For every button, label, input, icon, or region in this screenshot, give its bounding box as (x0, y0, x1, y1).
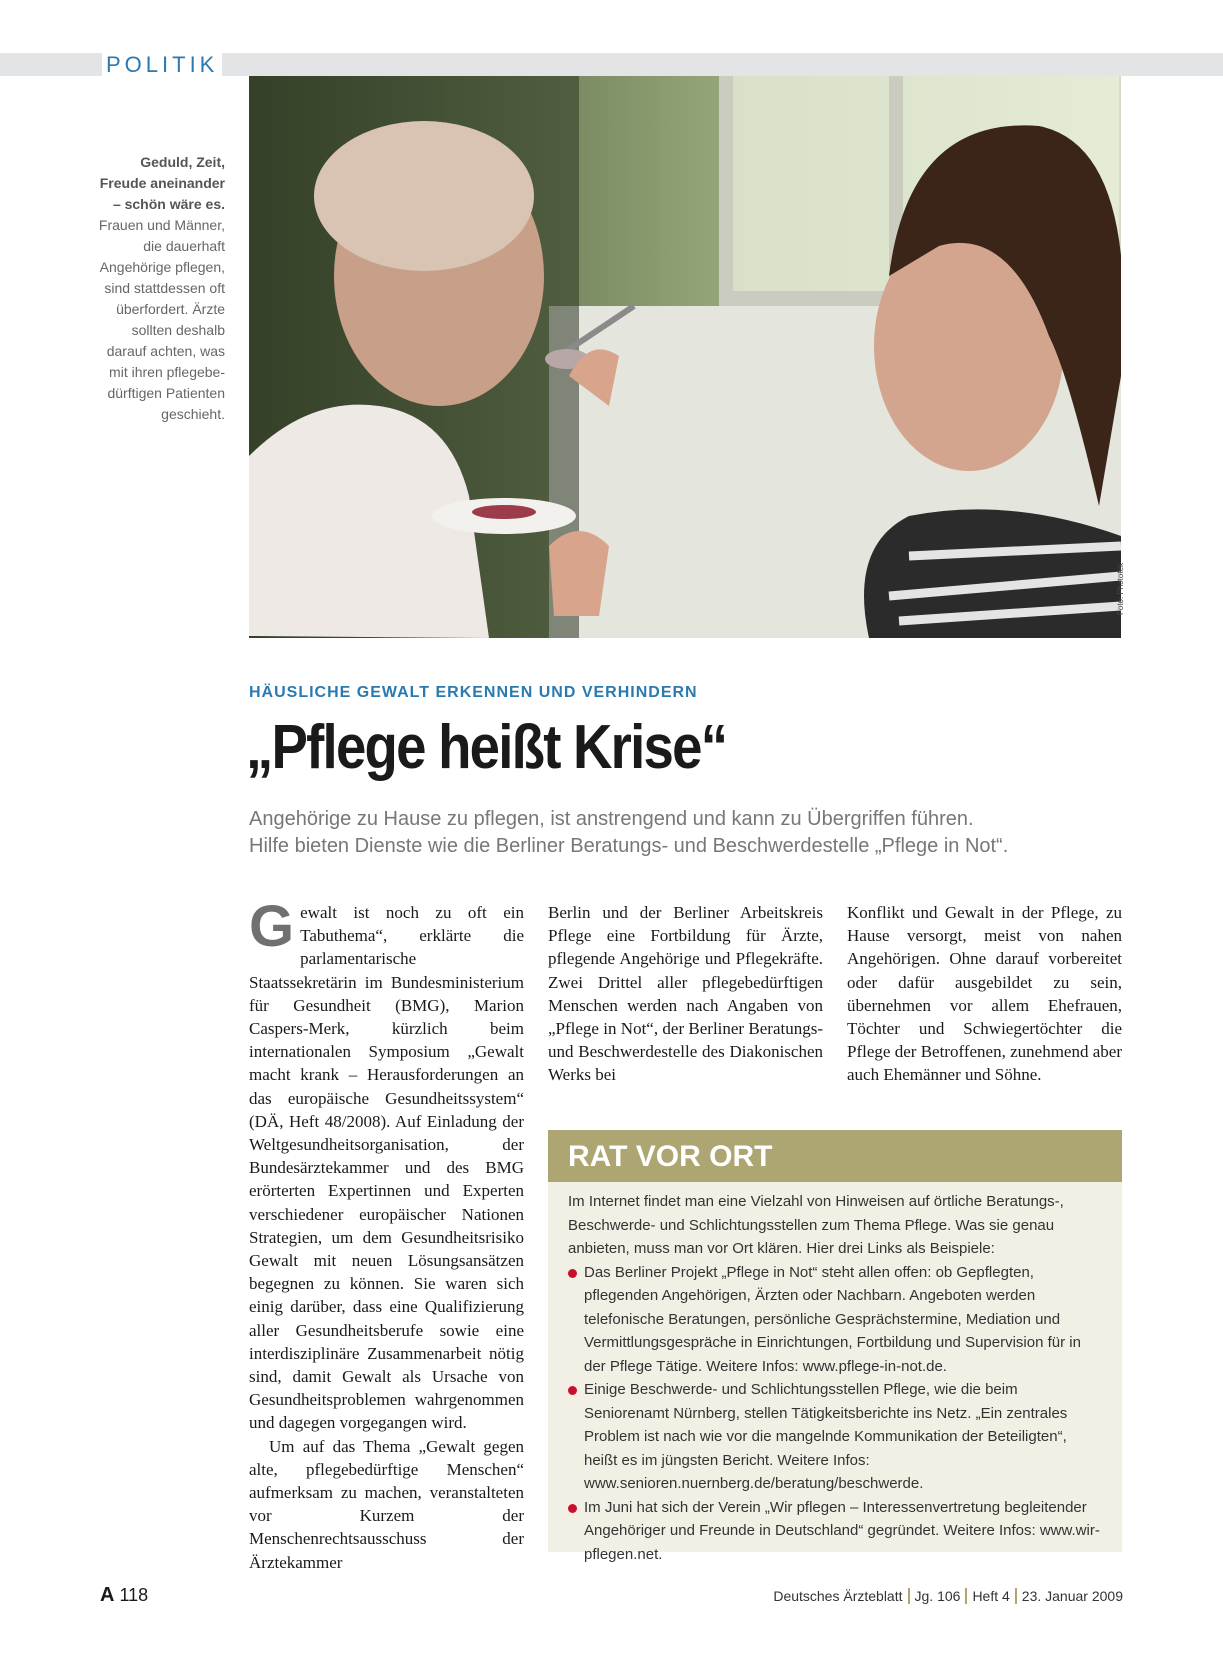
info-box-list (568, 1261, 1102, 1567)
article-paragraph: Berlin und der Berliner Arbeitskreis Pflege eine Fortbildung für Ärzte, pflegende Angehörige und Pflegekräfte. Zwei Drittel aller pflegebedürftigen Menschen werden nach Angaben von „Pflege in Not“, der Berliner Beratungs- und Beschwerdestelle des Diakonischen Werks bei (548, 903, 823, 1085)
photo-illustration (249, 76, 1121, 638)
caption-line: sollten deshalb (131, 322, 225, 338)
caption-line: sind stattdessen oft (104, 280, 225, 296)
caption-bold-line: Freude aneinander (99, 175, 225, 191)
deck (249, 806, 1129, 860)
article-paragraph: Konflikt und Gewalt in der Pflege, zu Hause versorgt, meist von nahen Angehörigen. Ohne darauf vorbereitet oder dafür ausgebildet zu sein, übernehmen vor allem Ehefrauen, Töchter und Schwiegertöchter die Pflege der Betroffenen, zunehmend aber auch Ehemänner und Söhne. (847, 903, 1122, 1085)
headline: „Pflege heißt Krise“ (246, 713, 727, 782)
dropcap: G (249, 894, 295, 959)
caption-line: mit ihren pflegebe- (109, 364, 225, 380)
info-box-body (548, 1182, 1122, 1566)
article-column-3 (847, 901, 1122, 1087)
info-box (548, 1130, 1122, 1563)
article-paragraph: Um auf das Thema „Gewalt gegen alte, pflegebedürftige Menschen“ aufmerksam zu machen, veranstalteten vor Kurzem der Menschenrechtsausschuss der Ärztekammer (249, 1436, 524, 1572)
deck-line: Hilfe bieten Dienste wie die Berliner Beratungs- und Beschwerdestelle „Pflege in Not“. (249, 835, 1009, 857)
footer-volume: Jg. 106 (914, 1588, 961, 1604)
paragraph-text: ewalt ist noch zu oft ein Tabuthema“, erklärte die parlamentarische Staatssekretärin im Bundesministerium für Gesundheit (BMG), Marion Caspers-Merk, kürzlich beim internationalen Symposium „Gewalt macht krank – Herausforderungen an das europäische Gesundheitssystem“ (DÄ, Heft 48/2008). Auf Einladung der Weltgesundheitsorganisation, der Bundesärztekammer und des BMG erörterten Expertinnen und Experten verschiedener europäischer Nationen Strategien, um dem Gesundheitsrisiko Gewalt mit neuen Lösungsansätzen begegnen zu können. Sie waren sich einig darüber, dass eine Qualifizierung aller Gesundheitsberufe sowie eine interdisziplinäre Zusammenarbeit nötig sind, damit Gewalt als Ursache von Gesundheitsproblemen wahrgenommen und dagegen vorgegangen wird. (249, 903, 524, 1433)
folio-page-number: 118 (119, 1585, 149, 1605)
footer-journal: Deutsches Ärzteblatt (773, 1588, 903, 1604)
info-box-item: Im Juni hat sich der Verein „Wir pflegen – Interessenvertretung begleitender Angehöriger und Freunde in Deutschland“ gegründet. Weitere Infos: www.wir-pflegen.net. (568, 1496, 1102, 1567)
article-column-1 (249, 894, 524, 1574)
photo-credit: Foto: Phototek (1116, 562, 1125, 615)
photo-caption (60, 152, 225, 425)
footer-date: 23. Januar 2009 (1021, 1588, 1123, 1604)
footer-separator (965, 1588, 967, 1604)
info-box-intro: Im Internet findet man eine Vielzahl von Hinweisen auf örtliche Beratungs-, Beschwerde- und Schlichtungsstellen zum Thema Pflege. Was sie genau anbieten, muss man vor Ort klären. Hier drei Links als Beispiele: (568, 1193, 1064, 1257)
info-box-item: Einige Beschwerde- und Schlichtungsstellen Pflege, wie die beim Seniorenamt Nürnberg, stellen Tätigkeitsberichte ins Netz. „Ein zentrales Problem ist nach wie vor die mangelnde Kommunikation der Beteiligten“, heißt es im jüngsten Bericht. Weitere Infos: www.senioren.nuernberg.de/beratung/beschwerde. (568, 1378, 1102, 1496)
folio-letter: A (100, 1584, 115, 1606)
kicker: HÄUSLICHE GEWALT ERKENNEN UND VERHINDERN (249, 684, 698, 701)
article-photo (249, 76, 1121, 638)
caption-line: Angehörige pflegen, (99, 259, 225, 275)
caption-line: darauf achten, was (106, 343, 225, 359)
article-column-2 (548, 901, 823, 1087)
footer-issue: Heft 4 (972, 1588, 1010, 1604)
deck-line: Angehörige zu Hause zu pflegen, ist anstrengend und kann zu Übergriffen führen. (249, 808, 974, 830)
caption-bold-line: Geduld, Zeit, (140, 154, 225, 170)
footer-separator (1015, 1588, 1017, 1604)
caption-bold-line: – schön wäre es. (112, 196, 225, 212)
section-label: POLITIK (102, 50, 222, 80)
page-folio (100, 1584, 148, 1607)
caption-line: Frauen und Männer, (98, 217, 225, 233)
caption-line: dürftigen Patienten (107, 385, 225, 401)
info-box-title: RAT VOR ORT (548, 1130, 1122, 1182)
caption-line: die dauerhaft (143, 238, 225, 254)
info-box-item: Das Berliner Projekt „Pflege in Not“ steht allen offen: ob Gepflegten, pflegenden Angehörigen, Ärzten oder Nachbarn. Angeboten werden telefonische Beratungen, persönliche Gesprächstermine, Mediation und Vermittlungsgespräche in Einrichtungen, Fortbildung und Supervision für in der Pflege Tätige. Weitere Infos: www.pflege-in-not.de. (568, 1261, 1102, 1379)
article-paragraph (249, 894, 524, 1435)
caption-line: geschieht. (161, 406, 225, 422)
journal-footer (773, 1588, 1123, 1604)
caption-line: überfordert. Ärzte (116, 301, 225, 317)
footer-separator (908, 1588, 910, 1604)
